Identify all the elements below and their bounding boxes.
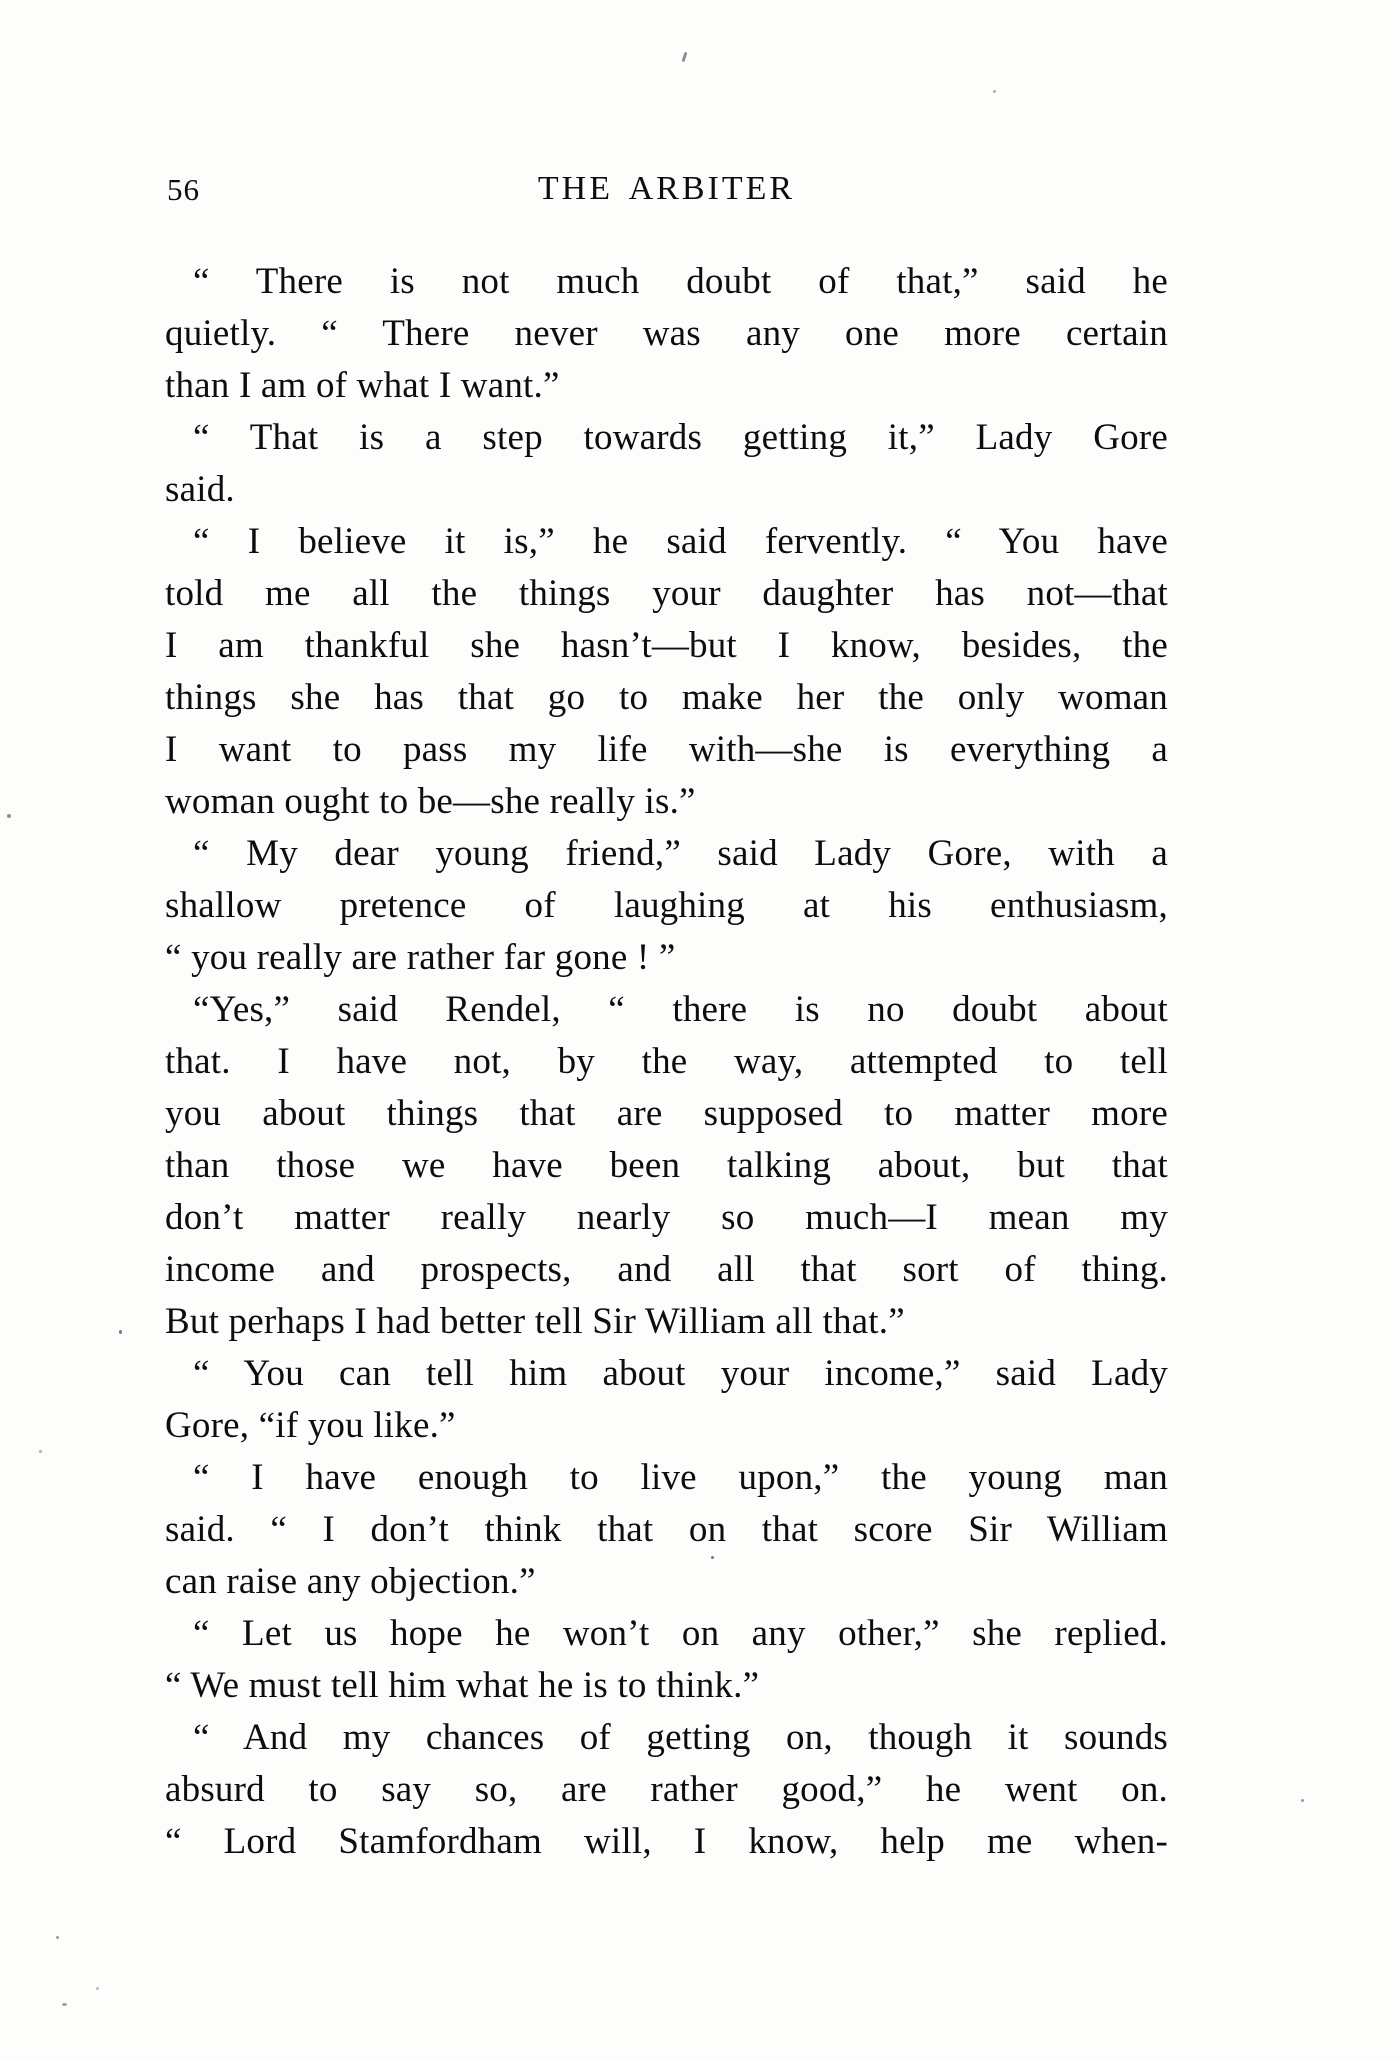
- text-line: said.: [165, 469, 235, 510]
- paragraph: [165, 828, 1168, 984]
- scan-speck: [56, 1936, 59, 1939]
- scan-speck: [62, 2003, 67, 2006]
- paragraph: [165, 1608, 1168, 1712]
- text-line: “ That is a step towards getting it,” Lady Gore: [193, 417, 1168, 458]
- text-line: “ And my chances of getting on, though it sounds: [193, 1717, 1168, 1758]
- scan-speck: [711, 1556, 714, 1559]
- text-line: “ you really are rather far gone ! ”: [165, 937, 676, 978]
- scan-speck: [682, 52, 688, 62]
- text-line: quietly. “ There never was any one more certain: [165, 313, 1168, 354]
- text-line: shallow pretence of laughing at his enthusiasm,: [165, 885, 1168, 926]
- text-line: than those we have been talking about, but that: [165, 1145, 1168, 1186]
- text-line: “ Let us hope he won’t on any other,” she replied.: [193, 1613, 1168, 1654]
- paragraph: [165, 412, 1168, 516]
- text-line: “ We must tell him what he is to think.”: [165, 1665, 760, 1706]
- scan-speck: [119, 1330, 122, 1334]
- scan-speck: [39, 1450, 42, 1453]
- paragraph: [165, 1712, 1168, 1868]
- scan-speck: [1301, 1799, 1304, 1802]
- text-line: “ You can tell him about your income,” said Lady: [193, 1353, 1168, 1394]
- running-header: [165, 170, 1168, 212]
- paragraph: [165, 1348, 1168, 1452]
- scan-speck: [993, 90, 996, 93]
- paragraph: [165, 516, 1168, 828]
- text-line: things she has that go to make her the only woman: [165, 677, 1168, 718]
- text-line: I want to pass my life with—she is everything a: [165, 729, 1168, 770]
- text-line: told me all the things your daughter has not—that: [165, 573, 1168, 614]
- text-line: income and prospects, and all that sort of thing.: [165, 1249, 1168, 1290]
- text-line: “ Lord Stamfordham will, I know, help me when-: [165, 1821, 1168, 1862]
- text-block: [165, 256, 1168, 1868]
- text-line: “ There is not much doubt of that,” said he: [193, 261, 1168, 302]
- scan-speck: [96, 1987, 99, 1990]
- paragraph: [165, 256, 1168, 412]
- text-line: “Yes,” said Rendel, “ there is no doubt about: [193, 989, 1168, 1030]
- text-line: said. “ I don’t think that on that score Sir William: [165, 1509, 1168, 1550]
- paragraph: [165, 1452, 1168, 1608]
- text-line: you about things that are supposed to matter more: [165, 1093, 1168, 1134]
- text-line: I am thankful she hasn’t—but I know, besides, the: [165, 625, 1168, 666]
- text-line: can raise any objection.”: [165, 1561, 536, 1602]
- text-line: But perhaps I had better tell Sir William all that.”: [165, 1301, 905, 1342]
- text-line: Gore, “if you like.”: [165, 1405, 456, 1446]
- page-title: THE ARBITER: [537, 170, 796, 207]
- text-line: that. I have not, by the way, attempted to tell: [165, 1041, 1168, 1082]
- text-line: don’t matter really nearly so much—I mean my: [165, 1197, 1168, 1238]
- text-line: “ I believe it is,” he said fervently. “ You have: [193, 521, 1168, 562]
- text-line: absurd to say so, are rather good,” he went on.: [165, 1769, 1168, 1810]
- page-number: 56: [167, 172, 200, 207]
- scan-speck: [7, 814, 11, 818]
- text-line: than I am of what I want.”: [165, 365, 560, 406]
- text-line: “ I have enough to live upon,” the young man: [193, 1457, 1168, 1498]
- text-line: woman ought to be—she really is.”: [165, 781, 696, 822]
- text-line: “ My dear young friend,” said Lady Gore, with a: [193, 833, 1168, 874]
- paragraph: [165, 984, 1168, 1348]
